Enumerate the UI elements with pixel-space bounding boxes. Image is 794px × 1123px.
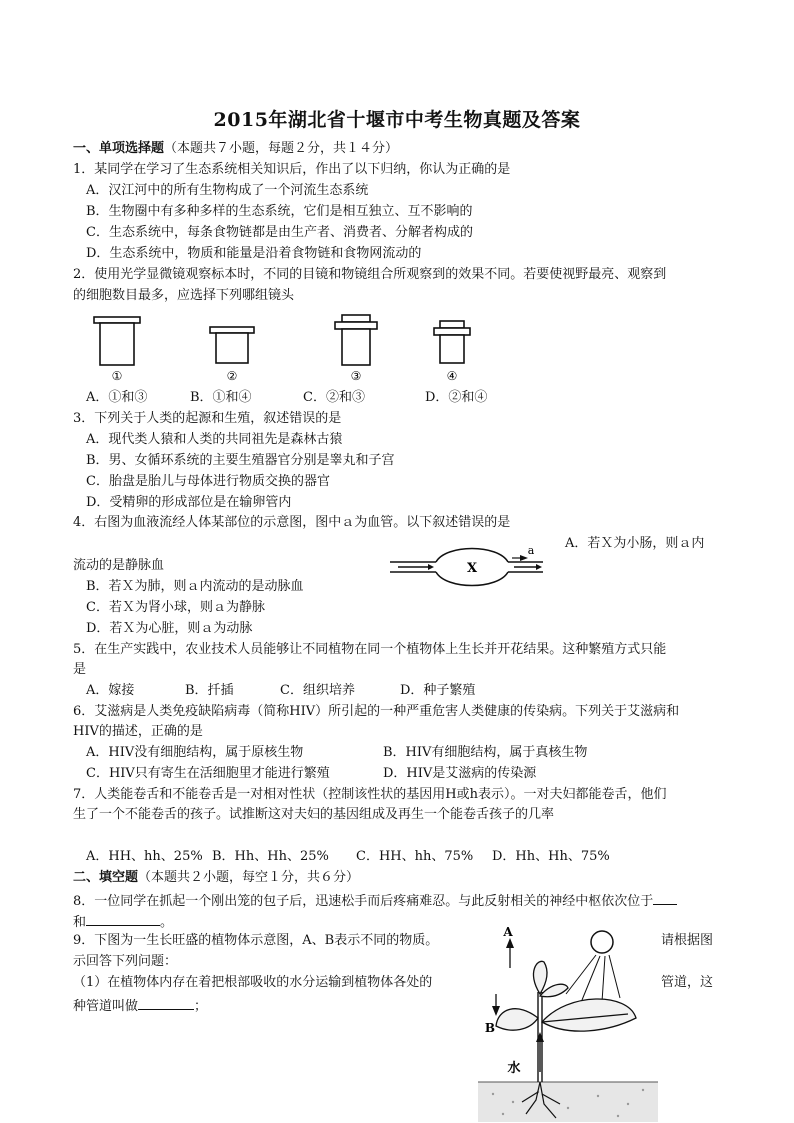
q2-option-d: D．②和④ (425, 390, 488, 405)
sun-icon (566, 931, 620, 1002)
q3-option-c: C．胎盘是胎儿与母体进行物质交换的器官 (86, 474, 330, 489)
q3-stem: 3．下列关于人类的起源和生殖，叙述错误的是 (73, 411, 342, 426)
q2-stem-line2: 的细胞数目最多，应选择下列哪组镜头 (73, 288, 295, 303)
q8-stem-line1 (73, 890, 677, 911)
q4-option-d: D．若Ｘ为心脏，则ａ为动脉 (86, 621, 253, 636)
q9-semicolon: ； (194, 999, 208, 1014)
q7-option-a: A．HH、hh、25% (86, 849, 203, 864)
section1-heading-line (73, 140, 398, 158)
q6-option-c: C．HIV只有寄生在活细胞里才能进行繁殖 (86, 766, 330, 781)
q1-stem: 1．某同学在学习了生态系统相关知识后，作出了以下归纳，你认为正确的是 (73, 162, 511, 177)
q2-option-c: C．②和③ (303, 390, 365, 405)
q9-stem-line1-right: 请根据图 (661, 933, 714, 948)
q8-stem-line2 (73, 911, 173, 932)
q3-option-b: B．男、女循环系统的主要生殖器官分别是睾丸和子宫 (86, 453, 395, 468)
q2-stem-line1: 2．使用光学显微镜观察标本时，不同的目镜和物镜组合所观察到的效果不同。若要使视野最亮、观察到 (73, 267, 667, 282)
q9-stem-line1: 9．下图为一生长旺盛的植物体示意图，A、B表示不同的物质。 (73, 933, 439, 948)
q6-stem-line1: 6．艾滋病是人类免疫缺陷病毒（简称HIV）所引起的一种严重危害人类健康的传染病。下列关于艾滋病和 (73, 704, 680, 719)
q2-option-b: B．①和④ (190, 390, 252, 405)
lens-4-objective-short (434, 321, 470, 363)
q3-option-d: D．受精卵的形成部位是在输卵管内 (86, 495, 292, 510)
q4-option-c: C．若Ｘ为肾小球，则ａ为静脉 (86, 600, 265, 615)
q4-option-b: B．若Ｘ为肺，则ａ内流动的是动脉血 (86, 579, 304, 594)
q1-option-d: D．生态系统中，物质和能量是沿着食物链和食物网流动的 (86, 246, 422, 261)
section2-heading: 二、填空题 (73, 870, 139, 885)
q7-option-c: C．HH、hh、75% (356, 849, 474, 864)
q1-option-b: B．生物圈中有多种多样的生态系统，它们是相互独立、互不影响的 (86, 204, 473, 219)
q9-stem-line2: 示回答下列问题： (73, 954, 178, 969)
q7-option-d: D．Hh、Hh、75% (492, 849, 610, 864)
q5-option-d: D．种子繁殖 (400, 683, 476, 698)
q6-option-a: A．HIV没有细胞结构，属于原核生物 (86, 745, 304, 760)
q8-and-text: 和 (73, 915, 87, 930)
section2-heading-line (73, 869, 359, 887)
q4-stem: 4．右图为血液流经人体某部位的示意图，图中ａ为血管。以下叙述错误的是 (73, 515, 511, 530)
leaves (496, 961, 636, 1031)
blood-flow-diagram (388, 542, 548, 594)
q5-option-c: C．组织培养 (280, 683, 355, 698)
q1-option-c: C．生态系统中，每条食物链都是由生产者、消费者、分解者构成的 (86, 225, 473, 240)
lens-2-eyepiece-short (210, 327, 254, 363)
q9-blank-1[interactable] (138, 995, 194, 1010)
q3-option-a: A．现代类人猿和人类的共同祖先是森林古猿 (86, 432, 343, 447)
q8-stem-text: 8．一位同学在抓起一个刚出笼的包子后，迅速松手而后疼痛难忍。与此反射相关的神经中枢依次位于 (73, 894, 654, 909)
q9-sub1-line2-text: 种管道叫做 (73, 999, 139, 1014)
plant-label-a: A (503, 925, 513, 939)
q8-blank-2[interactable] (86, 911, 160, 926)
q7-stem-line1: 7．人类能卷舌和不能卷舌是一对相对性状（控制该性状的基因用H或h表示）。一对夫妇都能卷舌，他们 (73, 787, 667, 802)
q2-option-a: A．①和③ (86, 390, 148, 405)
q1-option-a: A．汉江河中的所有生物构成了一个河流生态系统 (86, 183, 369, 198)
q5-stem-line1: 5．在生产实践中，农业技术人员能够让不同植物在同一个植物体上生长并开花结果。这种繁殖方式只能 (73, 642, 667, 657)
plant-label-water: 水 (507, 1061, 521, 1076)
plant-figure (478, 922, 658, 1122)
plant-label-b: B (484, 1021, 496, 1035)
soil (478, 1082, 658, 1122)
page-title: 2015年湖北省十堰市中考生物真题及答案 (213, 109, 581, 131)
q6-option-d: D．HIV是艾滋病的传染源 (383, 766, 537, 781)
q4-option-a-part2: 流动的是静脉血 (73, 558, 165, 573)
microscope-lens-figure (80, 312, 500, 384)
lens-label-3: ③ (350, 369, 362, 383)
section1-note: （本题共７小题，每题２分，共１４分） (164, 141, 399, 156)
lens-label-1: ① (111, 369, 123, 383)
lens-3-objective-long (335, 315, 377, 365)
q8-blank-1[interactable] (653, 890, 677, 905)
q9-sub1-line2 (73, 995, 207, 1016)
q5-option-a: A．嫁接 (86, 683, 135, 698)
q6-option-b: B．HIV有细胞结构，属于真核生物 (383, 745, 588, 760)
q6-stem-line2: HIV的描述，正确的是 (73, 724, 203, 739)
q9-sub1-right: 管道，这 (661, 975, 714, 990)
q4-option-a-part1: A．若Ｘ为小肠，则ａ内 (565, 536, 705, 551)
q8-period: 。 (160, 915, 174, 930)
section1-heading: 一、单项选择题 (73, 141, 165, 156)
diagram-label-a: a (527, 544, 535, 557)
q7-stem-line2: 生了一个不能卷舌的孩子。试推断这对夫妇的基因组成及再生一个能卷舌孩子的几率 (73, 807, 555, 822)
q5-stem-line2: 是 (73, 662, 87, 677)
lens-label-4: ④ (446, 369, 458, 383)
q9-sub1: （1）在植物体内存在着把根部吸收的水分运输到植物体各处的 (73, 975, 433, 990)
section2-note: （本题共２小题，每空１分，共６分） (138, 870, 360, 885)
q7-option-b: B．Hh、Hh、25% (212, 849, 329, 864)
diagram-label-x: X (466, 561, 478, 576)
lens-1-eyepiece-long (94, 317, 140, 365)
q5-option-b: B．扦插 (185, 683, 234, 698)
lens-label-2: ② (226, 369, 238, 383)
